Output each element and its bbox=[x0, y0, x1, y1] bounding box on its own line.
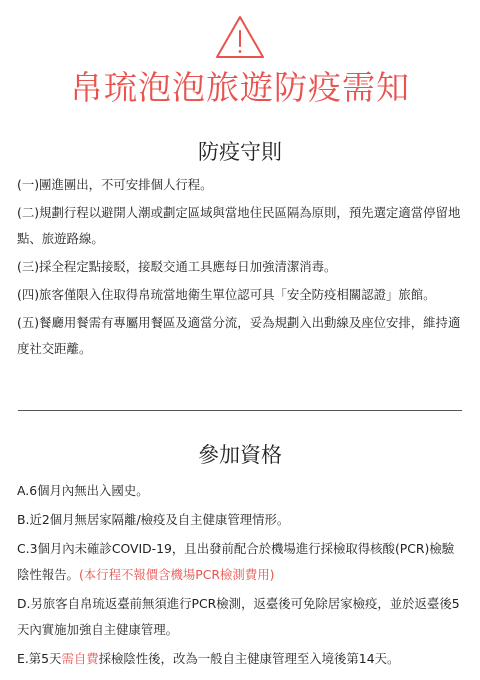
main-title: 帛琉泡泡旅遊防疫需知 bbox=[70, 68, 410, 107]
qualification-item-e bbox=[17, 646, 465, 672]
rule-item-5: (五)餐廳用餐需有專屬用餐區及適當分流，妥為規劃入出動線及座位安排，維持適度社交距離。 bbox=[17, 315, 461, 356]
qualification-item-a: A.6個月內無出入國史。 bbox=[17, 483, 149, 498]
rule-item-4: (四)旅客僅限入住取得帛琉當地衛生單位認可具「安全防疫相關認證」旅館。 bbox=[17, 287, 436, 302]
self-paid-highlight: 需自費 bbox=[61, 651, 99, 666]
section-divider bbox=[18, 410, 462, 411]
qualification-item-e-suffix: 採檢陰性後，改為一般自主健康管理至入境後第14天。 bbox=[98, 651, 400, 666]
pcr-fee-note: (本行程不報價含機場PCR檢測費用) bbox=[78, 567, 275, 582]
qualification-item-d: D.另旅客自帛琉返臺前無須進行PCR檢測，返臺後可免除居家檢疫，並於返臺後5天內實施加強自主健康管理。 bbox=[17, 596, 460, 637]
rules-heading: 防疫守則 bbox=[198, 140, 282, 164]
rule-item-2: (二)規劃行程以避開人潮或劃定區域與當地住民區隔為原則，預先選定適當停留地點、旅遊路線。 bbox=[17, 205, 461, 246]
warning-triangle-icon bbox=[214, 14, 266, 60]
qualifications-heading: 參加資格 bbox=[198, 443, 282, 467]
rule-item-1: (一)團進團出，不可安排個人行程。 bbox=[17, 177, 213, 192]
qualification-item-c-text: C.3個月內未確診COVID-19，且出發前配合於機場進行採檢取得核酸(PCR)檢驗陰性報告。 bbox=[17, 541, 455, 582]
qualification-item-e-prefix: E.第5天 bbox=[17, 651, 62, 666]
rules-list bbox=[17, 172, 465, 364]
qualification-item-b: B.近2個月無居家隔離/檢疫及自主健康管理情形。 bbox=[17, 512, 290, 527]
qualification-item-c bbox=[17, 536, 465, 588]
qualifications-list bbox=[17, 478, 465, 675]
rule-item-3: (三)採全程定點接駁，接駁交通工具應每日加強清潔消毒。 bbox=[17, 259, 337, 274]
